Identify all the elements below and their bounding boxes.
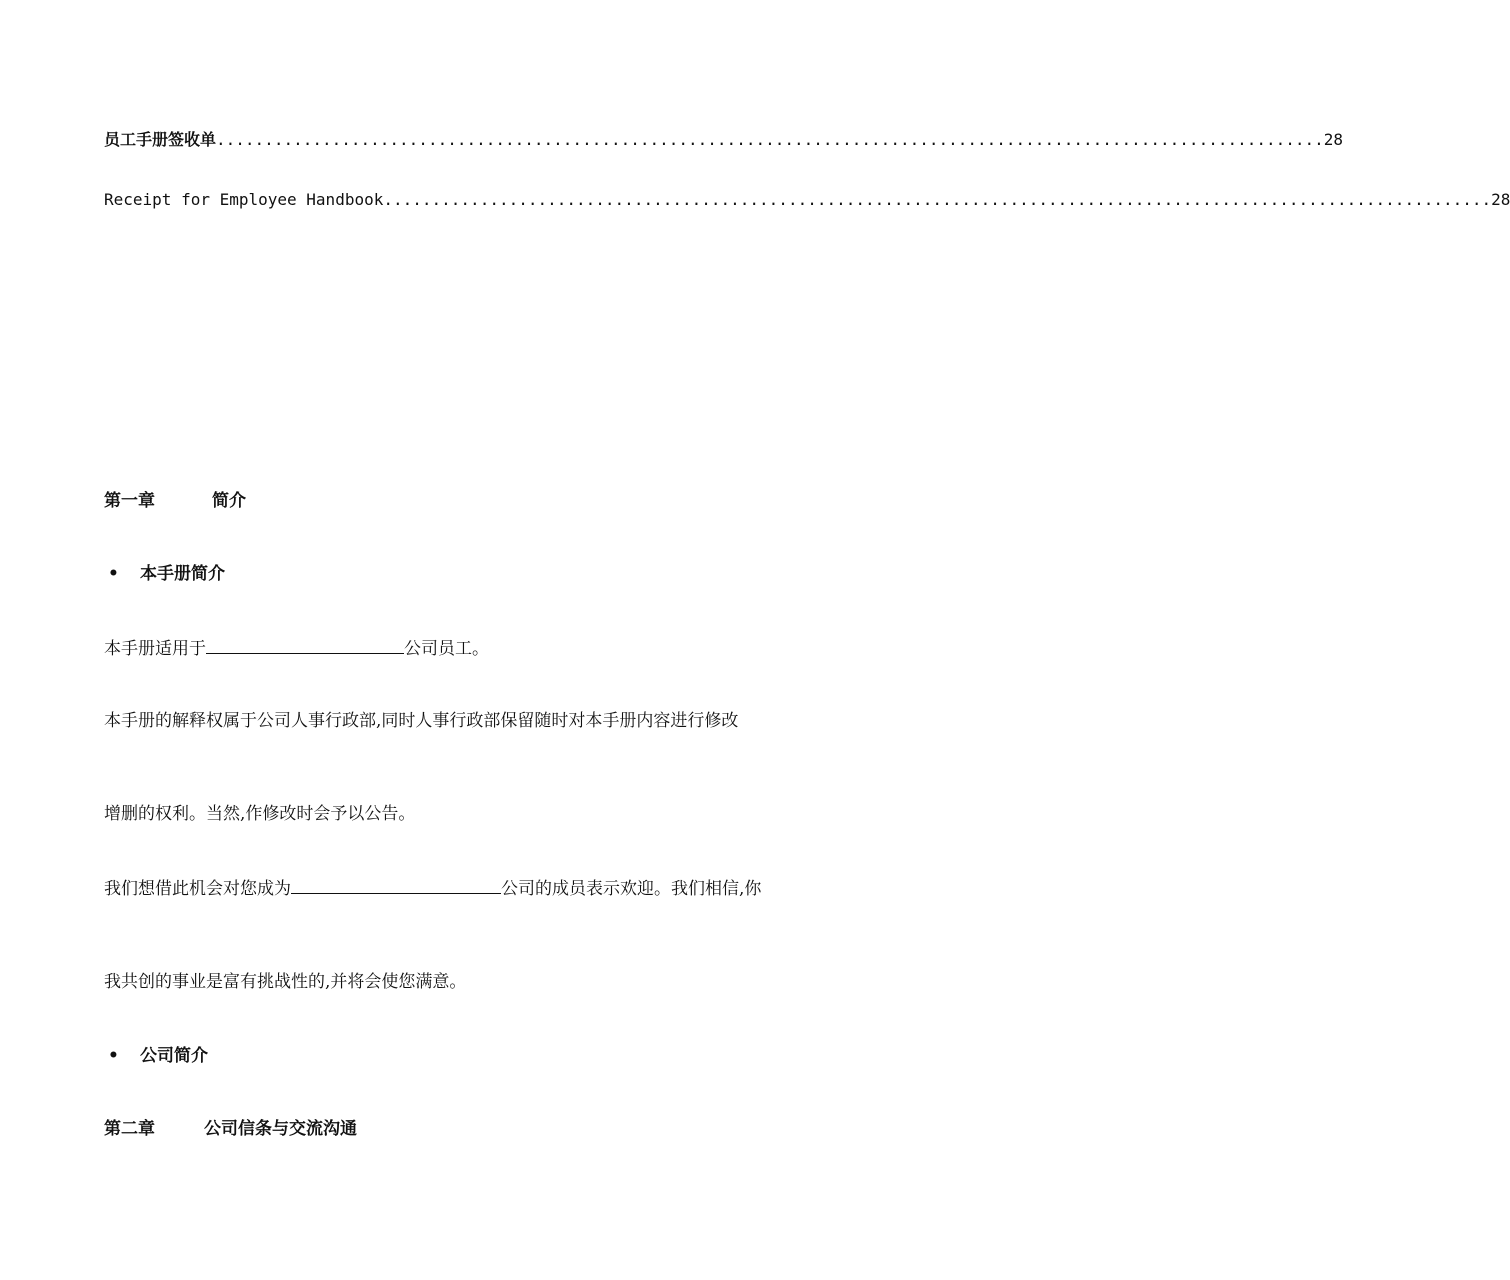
- paragraph-applicability: [104, 637, 489, 660]
- section-title: 本手册简介: [140, 564, 225, 584]
- toc-leader-dots: ...................................................................................................................: [383, 190, 1492, 209]
- chapter-title: 简介: [212, 491, 246, 511]
- chapter-title: 公司信条与交流沟通: [204, 1119, 357, 1139]
- paragraph-text: 公司的成员表示欢迎。我们相信,你: [501, 879, 762, 899]
- section-company-intro: [104, 1045, 208, 1067]
- paragraph-text: 增删的权利。当然,作修改时会予以公告。: [104, 804, 416, 824]
- chapter-2-heading: [104, 1118, 357, 1140]
- paragraph-welcome-line-2: [104, 971, 466, 993]
- paragraph-text: 本手册的解释权属于公司人事行政部,同时人事行政部保留随时对本手册内容进行修改: [104, 711, 739, 731]
- toc-entry-receipt-cn[interactable]: [104, 130, 1344, 150]
- paragraph-interpretation-line-2: [104, 803, 415, 825]
- toc-entry-title: 员工手册签收单: [104, 130, 217, 149]
- paragraph-text: 我们想借此机会对您成为: [104, 879, 291, 899]
- paragraph-text: 本手册适用于: [104, 639, 206, 659]
- paragraph-interpretation-line-1: [104, 710, 738, 732]
- paragraph-text: 公司员工。: [404, 639, 489, 659]
- company-name-blank[interactable]: [291, 877, 501, 894]
- chapter-number: 第一章: [104, 491, 155, 511]
- toc-leader-dots: ...................................................................................................................: [216, 130, 1324, 149]
- section-title: 公司简介: [140, 1046, 208, 1066]
- toc-page-number: 28: [1491, 190, 1510, 209]
- toc-entry-receipt-en[interactable]: [104, 190, 1510, 210]
- paragraph-text: 我共创的事业是富有挑战性的,并将会使您满意。: [104, 972, 467, 992]
- chapter-1-heading: [104, 490, 246, 512]
- paragraph-welcome-line-1: [104, 877, 761, 900]
- company-name-blank[interactable]: [206, 637, 404, 654]
- chapter-number: 第二章: [104, 1119, 155, 1139]
- toc-page-number: 28: [1323, 130, 1344, 149]
- bullet-icon: •: [108, 564, 119, 584]
- section-handbook-intro: [104, 563, 225, 585]
- toc-entry-title: Receipt for Employee Handbook: [104, 190, 384, 209]
- bullet-icon: •: [108, 1046, 119, 1066]
